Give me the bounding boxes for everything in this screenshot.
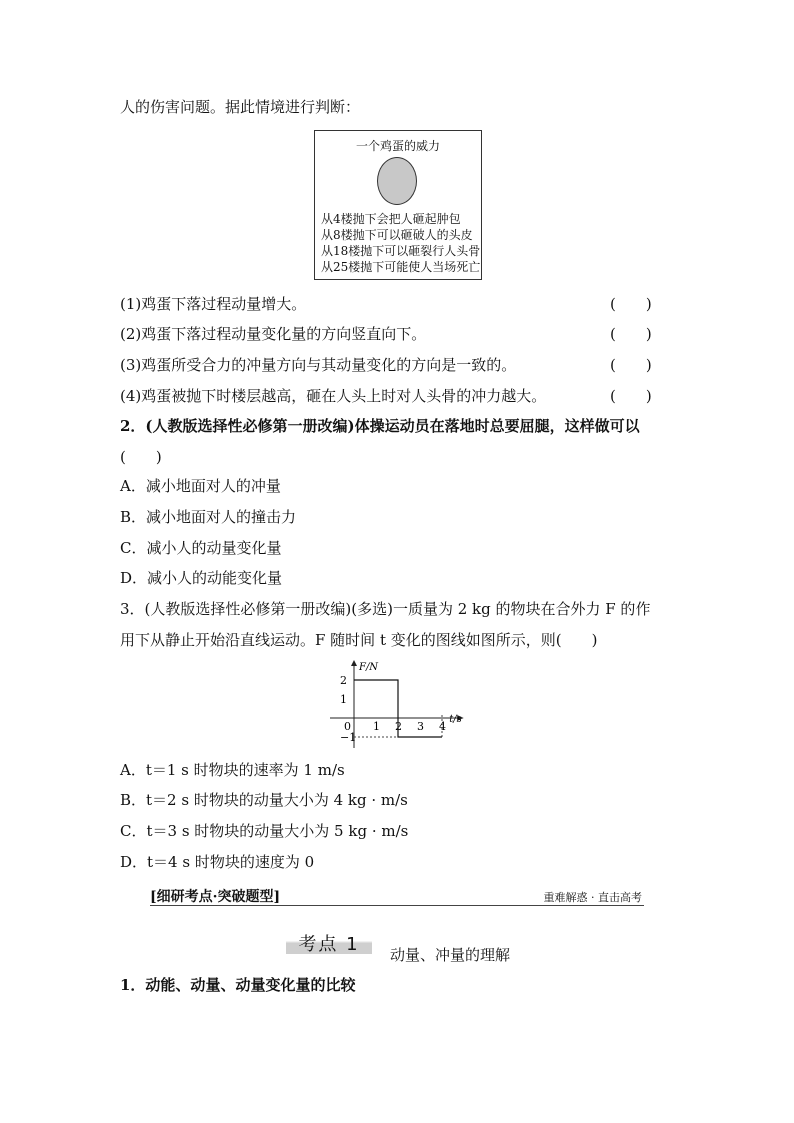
egg-figure-line: 从18楼抛下可以砸裂行人头骨 xyxy=(321,244,481,258)
x-axis-label: t/s xyxy=(449,714,462,725)
judgment-3: (3)鸡蛋所受合力的冲量方向与其动量变化的方向是一致的。 xyxy=(120,356,517,374)
egg-figure-line: 从8楼抛下可以砸破人的头皮 xyxy=(321,228,473,242)
q2-option-c: C．减小人的动量变化量 xyxy=(120,539,282,557)
egg-icon xyxy=(377,157,417,205)
x-tick-label: 0 xyxy=(344,720,351,733)
intro-text: 人的伤害问题。据此情境进行判断： xyxy=(120,98,361,116)
x-tick-label: 1 xyxy=(373,720,380,733)
q2-paren: ( ) xyxy=(120,448,162,466)
answer-paren: ( ) xyxy=(610,387,652,405)
q3-option-d: D．t＝4 s 时物块的速度为 0 xyxy=(120,853,315,871)
answer-paren: ( ) xyxy=(610,325,652,343)
y-axis-label: F/N xyxy=(359,662,379,673)
judgment-1: (1)鸡蛋下落过程动量增大。 xyxy=(120,295,307,313)
kaodian-title: 动量、冲量的理解 xyxy=(390,946,511,964)
judgment-4: (4)鸡蛋被抛下时楼层越高，砸在人头上时对人头骨的冲力越大。 xyxy=(120,387,547,405)
force-series-line xyxy=(354,680,442,737)
q3-option-b: B．t＝2 s 时物块的动量大小为 4 kg · m/s xyxy=(120,791,408,809)
answer-paren: ( ) xyxy=(610,295,652,313)
q2-option-b: B．减小地面对人的撞击力 xyxy=(120,508,297,526)
q3-option-c: C．t＝3 s 时物块的动量大小为 5 kg · m/s xyxy=(120,822,409,840)
x-tick-label: 2 xyxy=(395,720,402,733)
egg-figure-box xyxy=(314,130,482,280)
q2-option-d: D．减小人的动能变化量 xyxy=(120,569,283,587)
y-tick-label: 1 xyxy=(340,693,347,706)
q3-stem-line1: 3．(人教版选择性必修第一册改编)(多选)一质量为 2 kg 的物块在合外力 F 的作 xyxy=(120,600,651,618)
egg-figure-line: 从4楼抛下会把人砸起肿包 xyxy=(321,212,461,226)
answer-paren: ( ) xyxy=(610,356,652,374)
egg-figure-title: 一个鸡蛋的威力 xyxy=(355,139,440,153)
y-axis-arrow xyxy=(351,660,357,666)
q2-stem: 2．(人教版选择性必修第一册改编)体操运动员在落地时总要屈腿，这样做可以 xyxy=(120,417,640,435)
kaodian-badge xyxy=(286,930,372,954)
section-header xyxy=(150,886,644,906)
q3-stem-line2: 用下从静止开始沿直线运动。F 随时间 t 变化的图线如图所示，则( ) xyxy=(120,631,598,649)
q2-option-a: A．减小地面对人的冲量 xyxy=(120,477,281,495)
section-header-title: [细研考点·突破题型] xyxy=(150,889,281,905)
x-tick-label: 4 xyxy=(439,720,446,733)
item-1-heading: 1．动能、动量、动量变化量的比较 xyxy=(120,976,356,994)
y-tick-label: −1 xyxy=(340,731,357,744)
y-tick-label: 2 xyxy=(340,674,347,687)
x-tick-label: 3 xyxy=(417,720,424,733)
section-header-subtitle: 重难解惑 · 直击高考 xyxy=(543,891,642,904)
kaodian-label: 考点 1 xyxy=(298,934,360,955)
force-time-chart xyxy=(330,658,465,750)
egg-figure-line: 从25楼抛下可能使人当场死亡 xyxy=(321,260,481,274)
judgment-2: (2)鸡蛋下落过程动量变化量的方向竖直向下。 xyxy=(120,325,427,343)
q3-option-a: A．t＝1 s 时物块的速率为 1 m/s xyxy=(120,761,345,779)
